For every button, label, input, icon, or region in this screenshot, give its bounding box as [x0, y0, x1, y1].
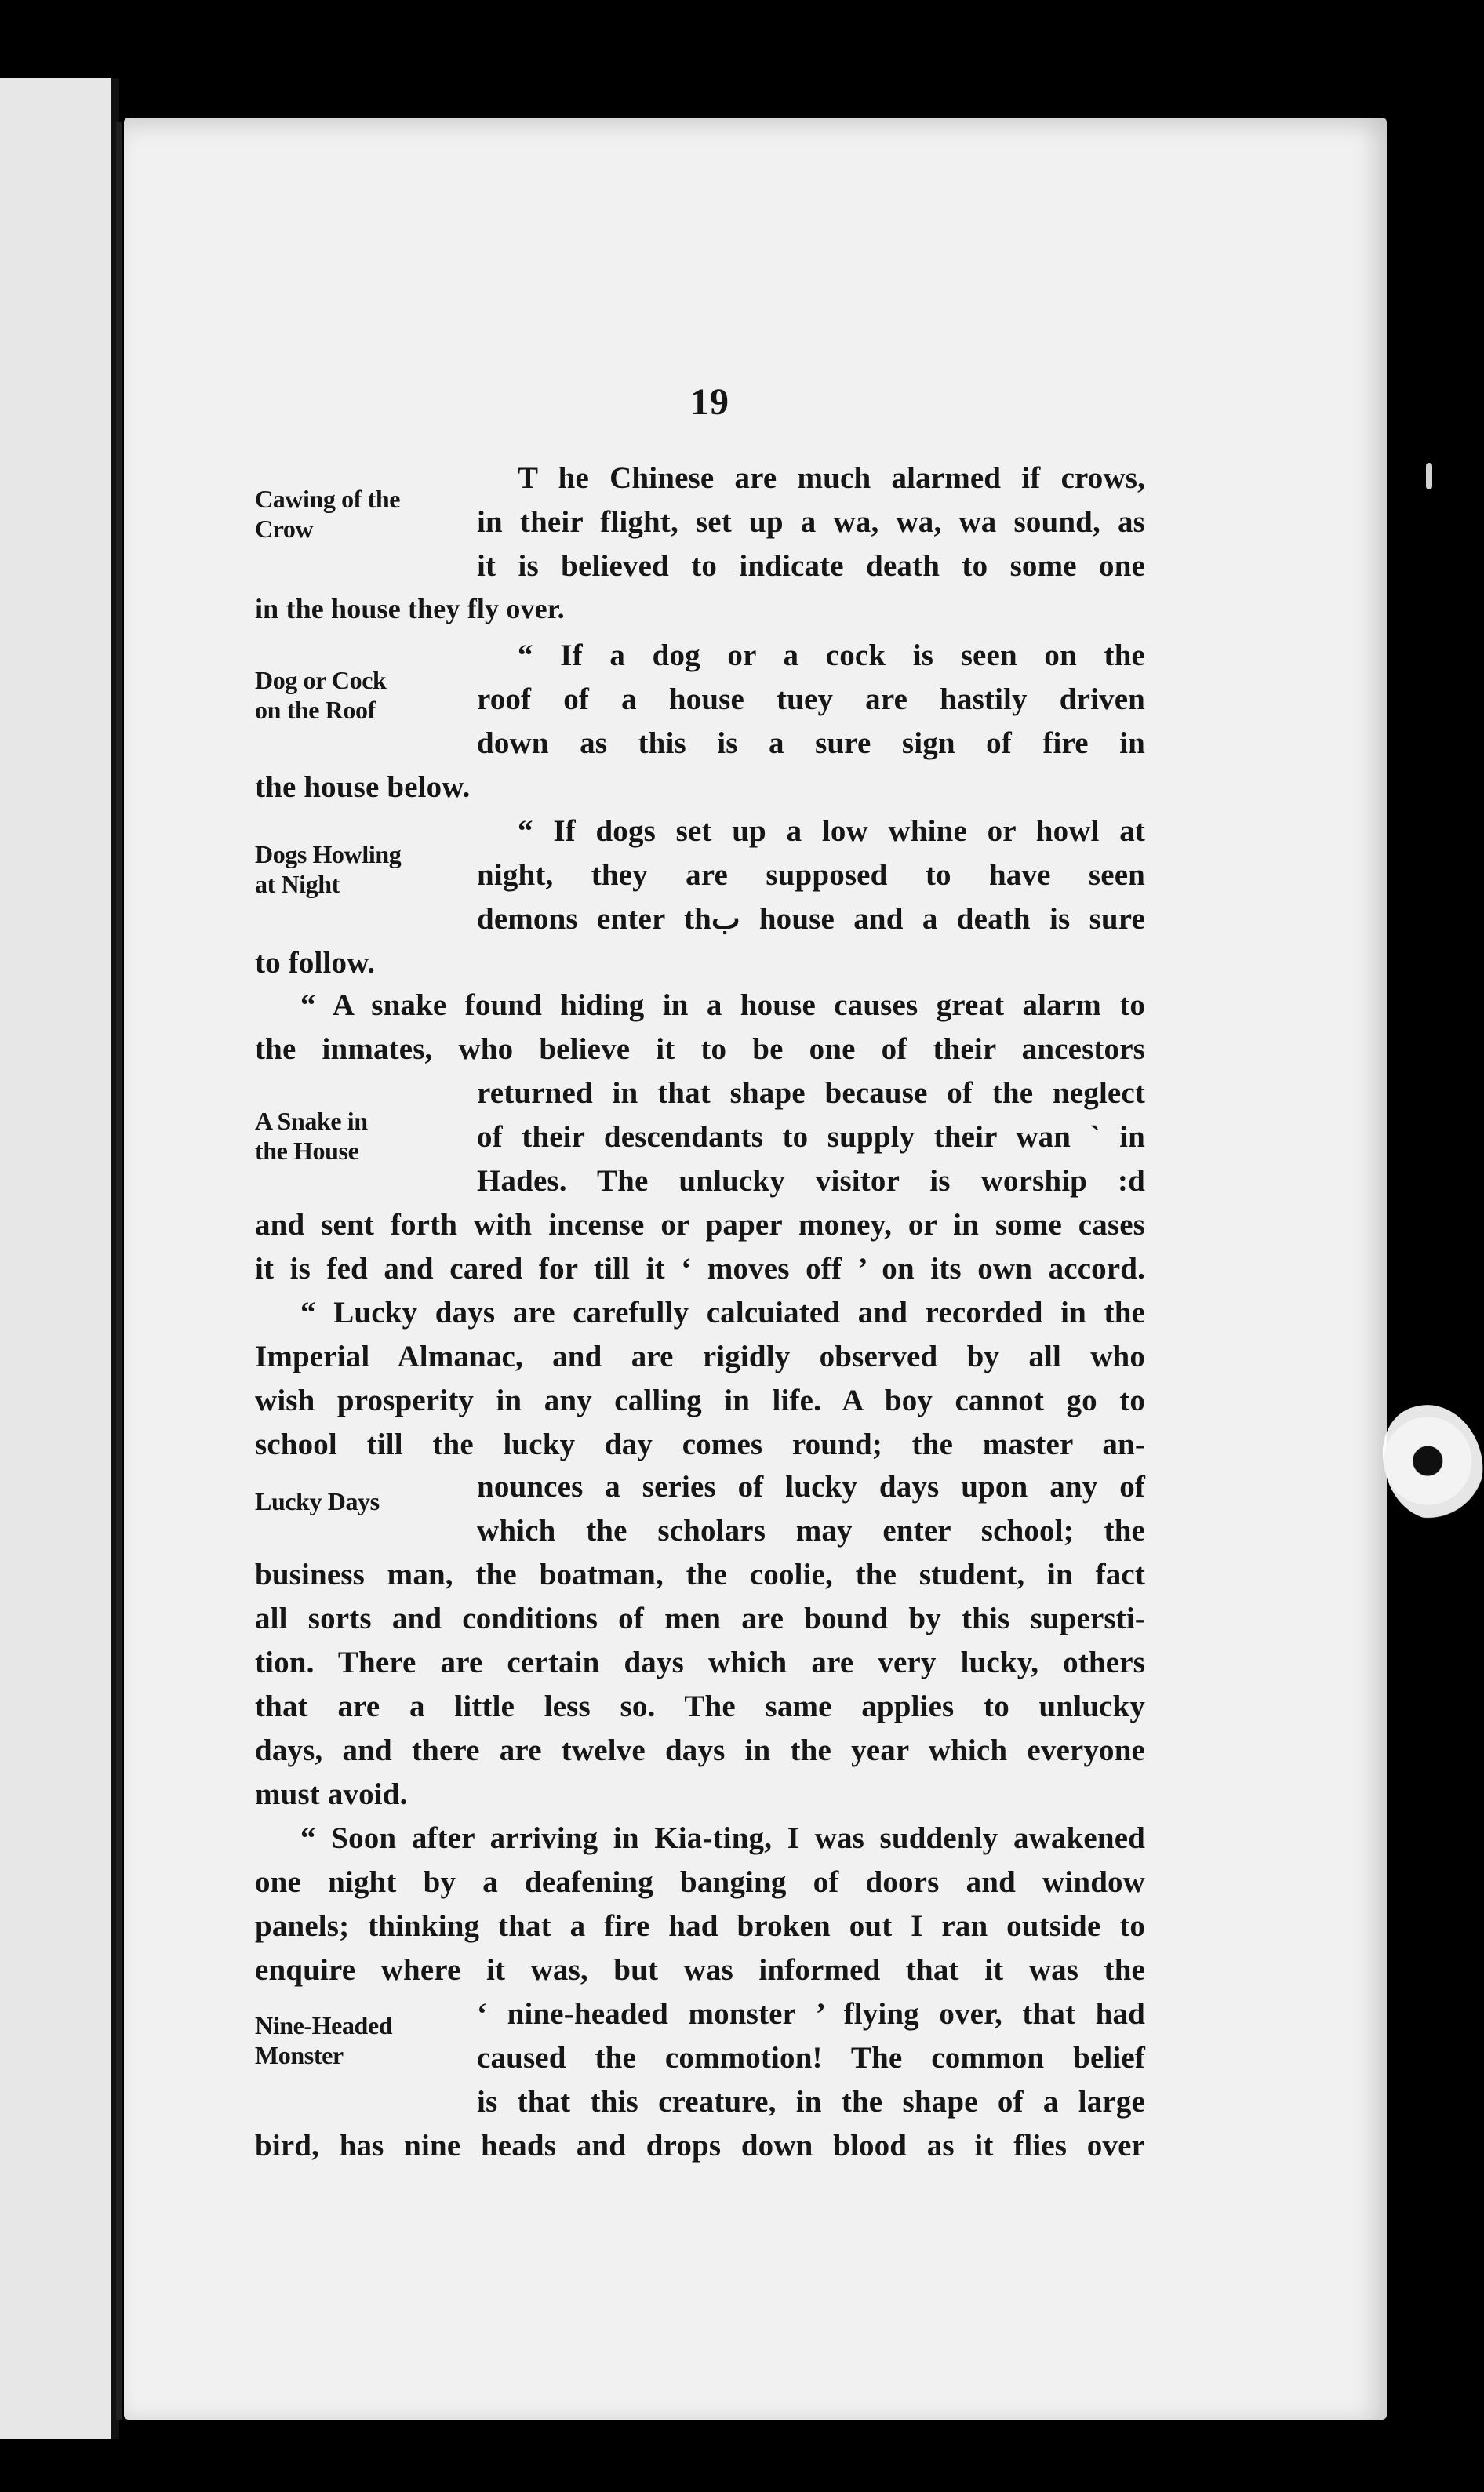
- text-line: ‘ nine-headed monster ’ flying over, that had: [477, 1997, 1145, 2031]
- text-line: down as this is a sure sign of fire in: [477, 726, 1145, 760]
- text-line: the inmates, who believe it to be one of their ancestors: [255, 1032, 1145, 1066]
- text-line: caused the commotion! The common belief: [477, 2041, 1145, 2075]
- text-line: panels; thinking that a fire had broken out I ran outside to: [255, 1909, 1145, 1943]
- text-line: “ A snake found hiding in a house causes great alarm to: [300, 988, 1145, 1022]
- text-line: returned in that shape because of the neglect: [477, 1076, 1145, 1110]
- text-line: all sorts and conditions of men are bound by this supersti-: [255, 1602, 1145, 1635]
- text-line: the house below.: [255, 770, 471, 804]
- text-line: “ Lucky days are carefully calcuiated and recorded in the: [300, 1296, 1145, 1330]
- text-line: school till the lucky day comes round; the master an-: [255, 1428, 1145, 1461]
- text-line: roof of a house tuey are hastily driven: [477, 682, 1145, 716]
- text-line: which the scholars may enter school; the: [477, 1514, 1145, 1548]
- text-line: of their descendants to supply their wan ` in: [477, 1120, 1145, 1154]
- page-number: 19: [690, 381, 729, 423]
- text-line: in their flight, set up a wa, wa, wa sound, as: [477, 505, 1145, 539]
- text-line: one night by a deafening banging of doors and window: [255, 1865, 1145, 1899]
- text-line: night, they are supposed to have seen: [477, 858, 1145, 892]
- text-line: and sent forth with incense or paper money, or in some cases: [255, 1208, 1145, 1242]
- text-line: demons enter thب house and a death is sure: [477, 902, 1145, 936]
- text-line: enquire where it was, but was informed that it was the: [255, 1953, 1145, 1987]
- text-line: days, and there are twelve days in the year which everyone: [255, 1733, 1145, 1767]
- margin-note-crow: Cawing of the Crow: [255, 485, 401, 543]
- text-line: is that this creature, in the shape of a large: [477, 2085, 1145, 2119]
- text-line: T he Chinese are much alarmed if crows,: [518, 461, 1145, 495]
- margin-note-snake: A Snake in the House: [255, 1107, 368, 1165]
- text-line: must avoid.: [255, 1777, 408, 1811]
- text-line: it is fed and cared for till it ‘ moves off ’ on its own accord.: [255, 1252, 1145, 1286]
- margin-note-nine-headed: Nine-Headed Monster: [255, 2011, 393, 2069]
- text-line: business man, the boatman, the coolie, the student, in fact: [255, 1558, 1145, 1592]
- text-line: tion. There are certain days which are very lucky, others: [255, 1646, 1145, 1679]
- text-line: in the house they fly over.: [255, 593, 565, 624]
- text-line: bird, has nine heads and drops down blood as it flies over: [255, 2129, 1145, 2163]
- text-line: to follow.: [255, 946, 376, 980]
- margin-note-dogs-howling: Dogs Howling at Night: [255, 840, 402, 898]
- text-line: wish prosperity in any calling in life. A boy cannot go to: [255, 1384, 1145, 1417]
- text-line: Hades. The unlucky visitor is worship :d: [477, 1164, 1145, 1198]
- text-line: Imperial Almanac, and are rigidly observed by all who: [255, 1340, 1145, 1373]
- text-line: “ If dogs set up a low whine or howl at: [518, 814, 1145, 848]
- text-line: nounces a series of lucky days upon any of: [477, 1470, 1145, 1504]
- text-line: “ If a dog or a cock is seen on the: [518, 638, 1145, 672]
- text-line: it is believed to indicate death to some one: [477, 549, 1145, 583]
- text-line: “ Soon after arriving in Kia-ting, I was suddenly awakened: [300, 1821, 1145, 1855]
- text-line: that are a little less so. The same applies to unlucky: [255, 1690, 1145, 1723]
- margin-note-lucky-days: Lucky Days: [255, 1487, 380, 1515]
- margin-note-dog-cock: Dog or Cock on the Roof: [255, 666, 387, 724]
